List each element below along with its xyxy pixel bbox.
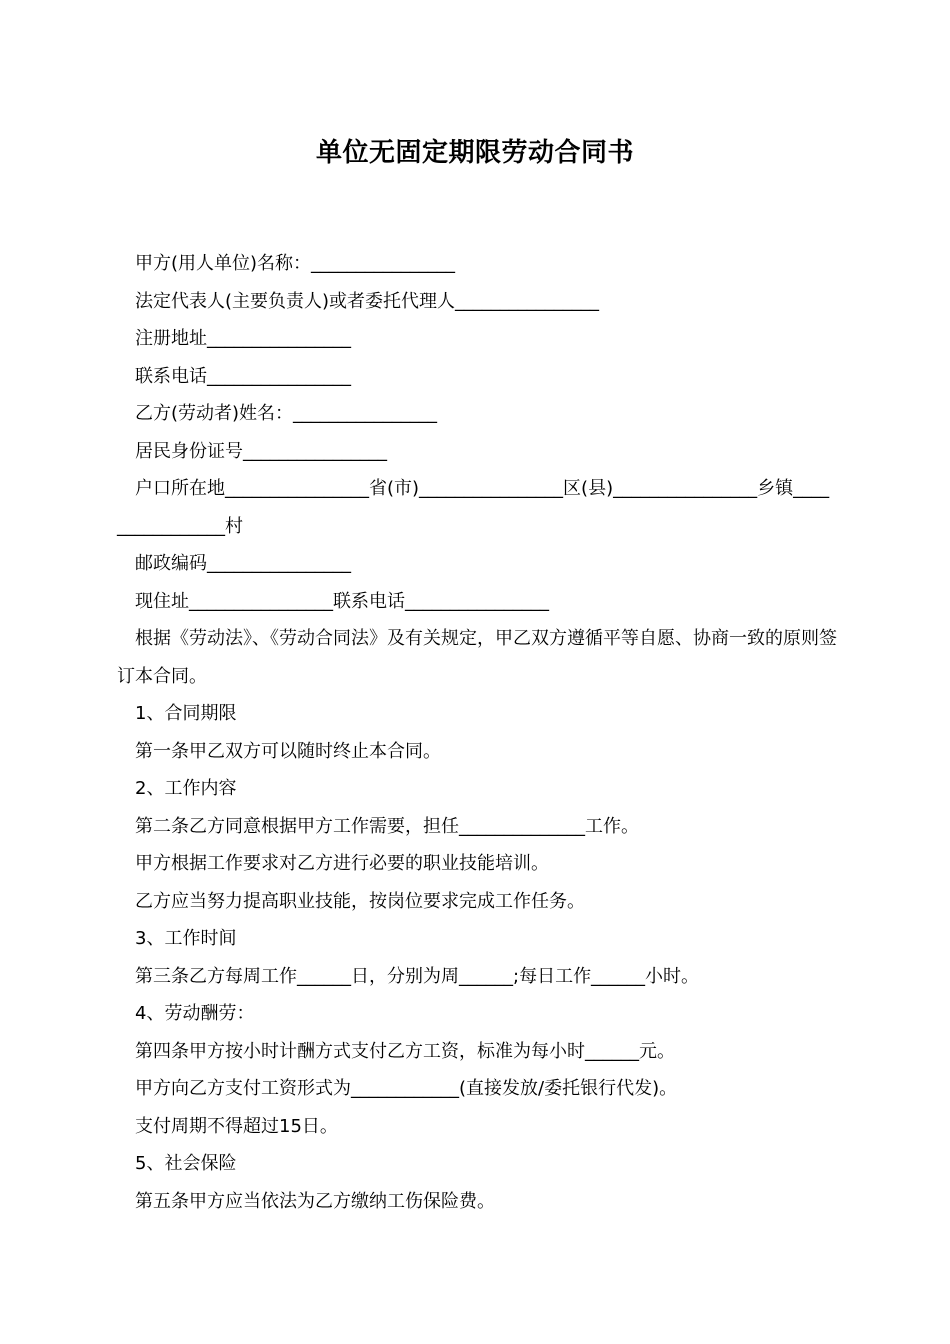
- article-2: 第二条乙方同意根据甲方工作需要，担任______________工作。: [135, 815, 639, 837]
- section-heading-term: 1、合同期限: [135, 703, 237, 724]
- article-1: 第一条甲乙双方可以随时终止本合同。: [135, 740, 441, 762]
- section-heading-work-content: 2、工作内容: [135, 778, 237, 799]
- payment-cycle-paragraph: 支付周期不得超过15日。: [135, 1115, 338, 1137]
- party-a-phone-line: 联系电话________________: [135, 365, 351, 387]
- legal-representative-line: 法定代表人(主要负责人)或者委托代理人________________: [135, 290, 600, 312]
- section-heading-social-insurance: 5、社会保险: [135, 1153, 237, 1174]
- preamble-paragraph: 根据《劳动法》、《劳动合同法》及有关规定，甲乙双方遵循平等自愿、协商一致的原则签订本合同。: [117, 628, 837, 687]
- party-a-name-line: 甲方(用人单位)名称：________________: [135, 253, 456, 274]
- party-b-name-line: 乙方(劳动者)姓名：________________: [135, 403, 438, 424]
- section-heading-work-time: 3、工作时间: [135, 928, 237, 949]
- id-number-line: 居民身份证号________________: [135, 440, 387, 462]
- current-address-line: 现住址________________联系电话________________: [135, 590, 549, 612]
- postal-code-line: 邮政编码________________: [135, 553, 351, 574]
- training-paragraph: 甲方根据工作要求对乙方进行必要的职业技能培训。: [135, 853, 549, 874]
- document-body: [117, 245, 837, 1220]
- article-4: 第四条甲方按小时计酬方式支付乙方工资，标准为每小时______元。: [135, 1040, 675, 1062]
- skills-paragraph: 乙方应当努力提高职业技能，按岗位要求完成工作任务。: [135, 890, 585, 912]
- household-registration-line: 户口所在地________________省(市)________________区(县)________________乡镇________________村: [117, 478, 830, 537]
- registered-address-line: 注册地址________________: [135, 328, 351, 349]
- payment-form-paragraph: 甲方向乙方支付工资形式为____________(直接发放/委托银行代发)。: [135, 1078, 678, 1099]
- article-5: 第五条甲方应当依法为乙方缴纳工伤保险费。: [135, 1190, 495, 1212]
- section-heading-remuneration: 4、劳动酬劳：: [135, 1003, 255, 1024]
- document-title: 单位无固定期限劳动合同书: [315, 138, 634, 168]
- article-3: 第三条乙方每周工作______日，分别为周______;每日工作______小时。: [135, 965, 700, 987]
